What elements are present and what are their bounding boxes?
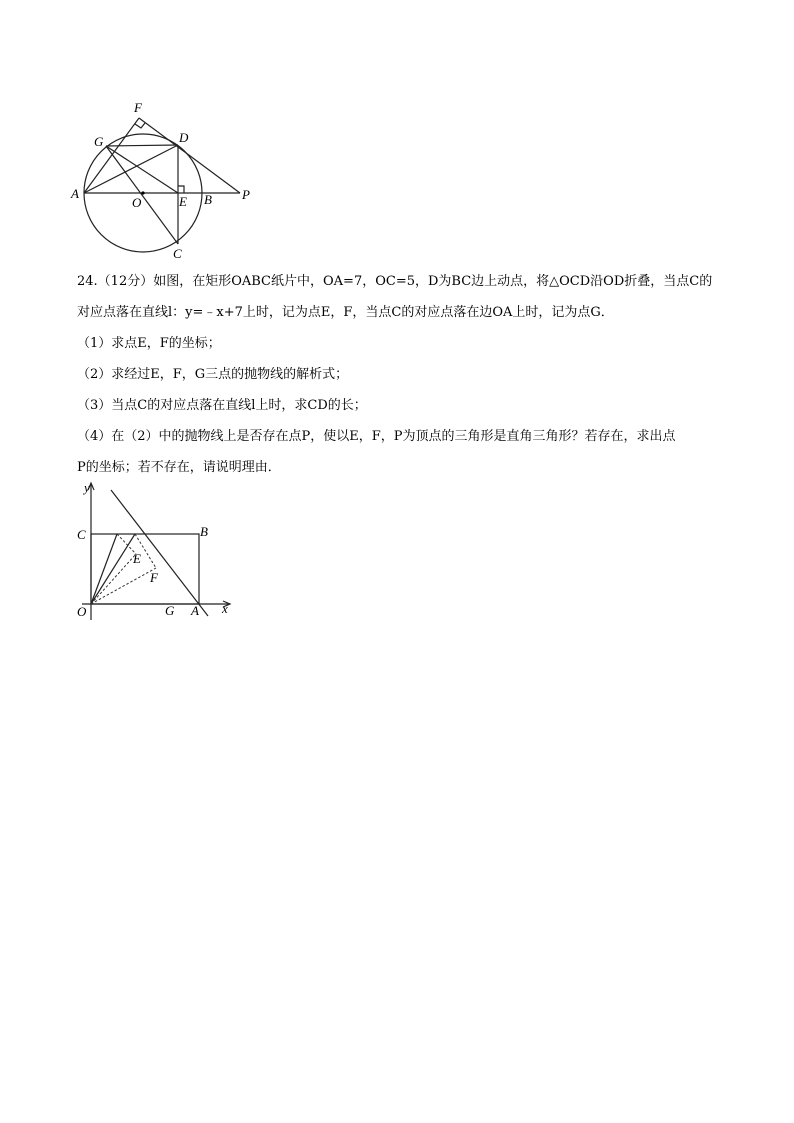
label-f: F — [150, 570, 158, 585]
rectangle-fold-figure — [70, 480, 236, 620]
circle-geometry-figure — [68, 98, 264, 260]
line-ad — [84, 145, 178, 193]
label-g: G — [165, 603, 175, 618]
label-e: E — [179, 194, 187, 209]
label-e: E — [133, 551, 141, 566]
line-gd — [106, 145, 178, 146]
line-fp — [139, 118, 240, 193]
label-f: F — [134, 100, 142, 115]
label-y: y — [84, 480, 90, 495]
right-angle-e — [178, 186, 184, 193]
label-b: B — [200, 524, 208, 539]
label-d: D — [179, 130, 189, 145]
problem-24 — [77, 266, 727, 483]
line-gc — [106, 146, 178, 244]
question-4: （4）在（2）中的抛物线上是否存在点P，使以E，F，P为顶点的三角形是直角三角形？若存在，求出点 — [77, 429, 676, 444]
problem-header: 24.（12分）如图，在矩形OABC纸片中，OA=7，OC=5，D为BC边上动点，将△OCD沿OD折叠，当点C的 — [77, 274, 713, 289]
rectangle-oabc — [91, 534, 199, 604]
question-2: （2）求经过E，F，G三点的抛物线的解析式； — [77, 367, 349, 382]
point-o — [141, 191, 144, 194]
line-l — [111, 490, 208, 616]
question-3: （3）当点C的对应点落在直线l上时，求CD的长； — [77, 398, 367, 413]
label-b: B — [204, 192, 212, 207]
label-a: A — [191, 603, 199, 618]
question-1: （1）求点E，F的坐标； — [77, 336, 221, 351]
fold-o-e — [91, 554, 136, 604]
label-x: x — [222, 601, 228, 616]
label-a: A — [71, 186, 79, 201]
line-af — [84, 118, 139, 193]
label-o: O — [132, 195, 142, 210]
label-g: G — [94, 134, 104, 149]
label-p: P — [242, 187, 250, 202]
right-angle-f — [135, 123, 145, 128]
label-c: C — [173, 246, 182, 260]
label-o: O — [77, 604, 87, 619]
line-ge — [106, 146, 178, 193]
label-c: C — [77, 527, 86, 542]
question-4-cont: P的坐标；若不存在，请说明理由． — [77, 460, 281, 475]
fold-o-f — [91, 568, 156, 604]
problem-header-cont: 对应点落在直线l：y=﹣x+7上时，记为点E，F，当点C的对应点落在边OA上时，记为点G． — [77, 305, 614, 320]
